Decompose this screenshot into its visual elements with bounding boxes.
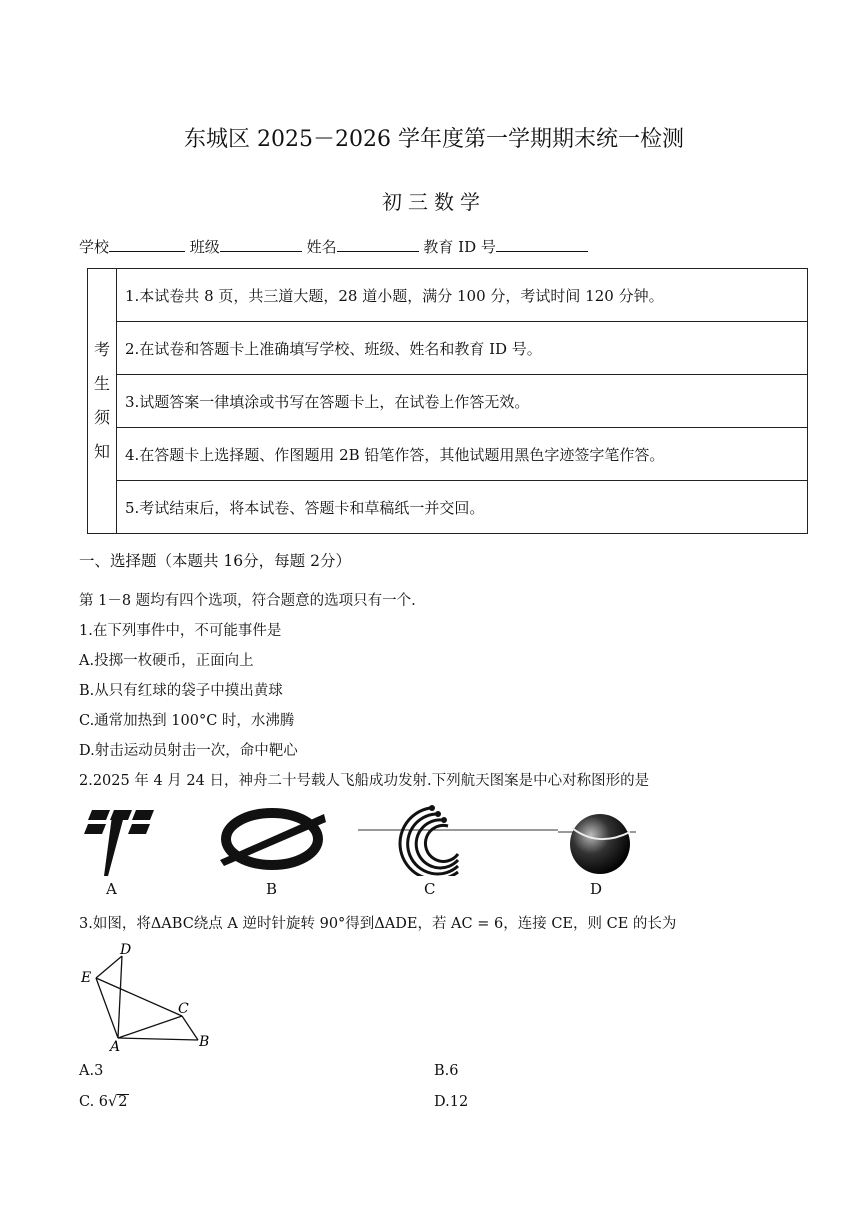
q3-option-c-radicand: 2	[118, 1094, 128, 1110]
q1-option-b[interactable]: B.从只有红球的袋子中摸出黄球	[79, 683, 283, 699]
emblem-a-label: A	[106, 880, 117, 898]
q3-option-a[interactable]: A.3	[79, 1063, 104, 1079]
edu-id-blank[interactable]	[496, 237, 588, 252]
emblem-c-image[interactable]	[358, 800, 558, 876]
class-label: 班级	[189, 238, 220, 256]
vertex-a-label: A	[110, 1039, 121, 1052]
exam-subtitle: 初三数学	[382, 190, 486, 214]
q3-option-b[interactable]: B.6	[434, 1063, 459, 1079]
student-info-line	[79, 236, 588, 257]
section-intro: 第 1－8 题均有四个选项，符合题意的选项只有一个.	[79, 593, 416, 609]
notice-item: 2.在试卷和答题卡上准确填写学校、班级、姓名和教育 ID 号。	[117, 322, 808, 375]
q2-stem: 2.2025 年 4 月 24 日，神舟二十号载人飞船成功发射.下列航天图案是中心对称图形的是	[79, 773, 650, 789]
notice-item: 1.本试卷共 8 页，共三道大题，28 道小题，满分 100 分，考试时间 120 分钟。	[117, 269, 808, 322]
school-label: 学校	[79, 238, 110, 256]
q3-option-c-prefix: C. 6	[79, 1094, 109, 1110]
edu-id-label: 教育 ID 号	[423, 238, 496, 256]
name-label: 姓名	[306, 238, 337, 256]
emblem-c-label: C	[424, 880, 436, 898]
vertex-c-label: C	[178, 1001, 189, 1017]
school-blank[interactable]	[109, 237, 185, 252]
vertex-b-label: B	[199, 1034, 210, 1050]
section-heading: 一、选择题（本题共 16分，每题 2分）	[79, 552, 351, 570]
q3-stem: 3.如图，将ΔABC绕点 A 逆时针旋转 90°得到ΔADE，若 AC = 6，连接 CE，则 CE 的长为	[79, 916, 677, 932]
q3-triangle-figure	[78, 940, 218, 1052]
notice-item: 3.试题答案一律填涂或书写在答题卡上，在试卷上作答无效。	[117, 375, 808, 428]
emblem-b-label: B	[266, 880, 278, 898]
q1-stem: 1.在下列事件中，不可能事件是	[79, 623, 282, 639]
notice-item: 5.考试结束后，将本试卷、答题卡和草稿纸一并交回。	[117, 481, 808, 534]
q1-option-d[interactable]: D.射击运动员射击一次，命中靶心	[79, 743, 298, 759]
class-blank[interactable]	[220, 237, 302, 252]
notice-side-label: 考 生 须 知	[88, 269, 117, 534]
emblem-d-image[interactable]	[558, 808, 636, 876]
q3-option-d[interactable]: D.12	[434, 1094, 469, 1110]
notice-item: 4.在答题卡上选择题、作图题用 2B 铅笔作答，其他试题用黑色字迹签字笔作答。	[117, 428, 808, 481]
q1-option-c[interactable]: C.通常加热到 100°C 时，水沸腾	[79, 713, 295, 729]
exam-title: 东城区 2025－2026 学年度第一学期期末统一检测	[184, 127, 684, 152]
sqrt-sign: √	[108, 1094, 118, 1110]
vertex-d-label: D	[120, 942, 132, 958]
name-blank[interactable]	[337, 237, 419, 252]
vertex-e-label: E	[81, 970, 92, 986]
q3-option-c[interactable]	[79, 1094, 129, 1110]
q1-option-a[interactable]: A.投掷一枚硬币，正面向上	[79, 653, 254, 669]
exam-notice-table	[87, 268, 808, 534]
emblem-d-label: D	[590, 880, 603, 898]
emblem-b-image[interactable]	[216, 808, 328, 870]
emblem-a-image[interactable]	[84, 806, 156, 878]
